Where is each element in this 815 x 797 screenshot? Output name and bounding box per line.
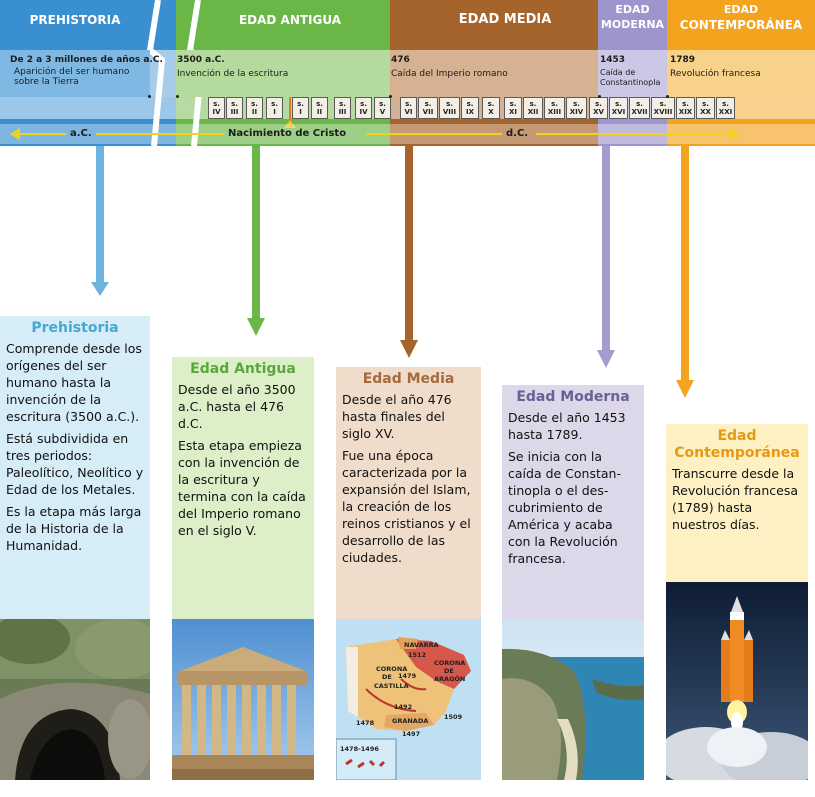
century-numeral: III <box>338 108 347 116</box>
century-cell-bc-2 <box>246 97 263 119</box>
card-text: Fue una época caracterizada por la expansión del Islam, la creación de los reinos cristianos y el desarrollo de las ciudades. <box>342 448 471 565</box>
century-numeral: X <box>488 108 494 116</box>
card-prehistoria <box>0 316 150 619</box>
timeline <box>0 0 815 146</box>
map-label-castilla-1: CORONA <box>376 665 408 673</box>
century-prefix: s. <box>424 100 432 108</box>
card-text: Transcurre desde la Revolución francesa (1789) hasta nuestros días. <box>672 466 799 532</box>
photo-cave <box>0 619 150 780</box>
century-cell-ad-6 <box>400 97 417 119</box>
card-title-moderna: Edad Moderna <box>516 389 630 405</box>
christ-marker-line <box>289 97 291 122</box>
century-prefix: s. <box>231 100 238 108</box>
century-prefix: s. <box>297 100 304 108</box>
arrow-prehistoria <box>91 146 109 296</box>
century-prefix: s. <box>446 100 453 108</box>
era-title-moderna-line1: EDAD <box>615 3 650 16</box>
photo-coast <box>502 619 644 780</box>
century-prefix: s. <box>271 100 278 108</box>
map-label-aragon-1: CORONA <box>434 659 466 667</box>
milestone-event-moderna-line2: Constantinopla <box>600 78 661 87</box>
milestone-dot <box>598 95 601 98</box>
era-title-prehistoria: PREHISTORIA <box>29 13 121 27</box>
milestone-event-moderna-line1: Caída de <box>600 68 636 77</box>
card-text: Desde el año 3500 a.C. hasta el 476 d.C. <box>178 382 296 431</box>
century-numeral: XII <box>527 108 539 116</box>
map-label-1492: 1492 <box>394 703 413 711</box>
map-label-1509: 1509 <box>444 713 463 721</box>
century-numeral: IV <box>212 108 221 116</box>
century-cell-ad-2 <box>311 97 328 119</box>
century-numeral: XIX <box>678 108 693 116</box>
map-label-aragon-2: DE <box>444 667 454 675</box>
axis-arrow-right <box>536 133 732 135</box>
photo-parthenon <box>172 619 314 780</box>
axis-arrow-right-head <box>730 128 740 140</box>
century-cell-ad-21 <box>716 97 735 119</box>
century-prefix: s. <box>316 100 323 108</box>
century-numeral: XIII <box>547 108 562 116</box>
milestone-dot <box>176 95 179 98</box>
century-prefix: s. <box>487 100 495 108</box>
century-prefix: s. <box>659 100 667 108</box>
era-title-contemporanea-line1: EDAD <box>723 3 759 16</box>
axis-line-bc <box>96 133 224 135</box>
century-numeral: VII <box>422 108 434 116</box>
century-cell-ad-11 <box>504 97 522 119</box>
century-numeral: IV <box>359 108 368 116</box>
century-numeral: III <box>230 108 239 116</box>
axis-arrow-left-head <box>10 128 20 140</box>
century-prefix: s. <box>722 100 729 108</box>
map-label-castilla-3: CASTILLA <box>374 682 409 690</box>
milestone-date-prehistoria: De 2 a 3 millones de años a.C. <box>10 55 163 65</box>
card-title-prehistoria: Prehistoria <box>31 320 119 336</box>
axis-line-ad <box>366 133 502 135</box>
milestone-event-prehistoria-line1: Aparición del ser humano <box>14 67 130 77</box>
card-text: Desde el año 476 hasta finales del siglo XV. <box>342 392 452 441</box>
century-prefix: s. <box>213 100 220 108</box>
axis-label-ad: d.C. <box>506 128 529 139</box>
century-prefix: s. <box>466 100 474 108</box>
card-moderna <box>502 385 644 619</box>
era-title-antigua: EDAD ANTIGUA <box>238 13 342 27</box>
century-cell-ad-5 <box>374 97 391 119</box>
century-cell-ad-3 <box>334 97 351 119</box>
milestone-dot <box>389 95 392 98</box>
map-svg <box>336 619 481 780</box>
century-numeral: XVIII <box>653 108 673 116</box>
map-label-1478: 1478 <box>356 719 375 727</box>
century-numeral: XXI <box>718 108 733 116</box>
century-cell-ad-17 <box>629 97 650 119</box>
century-cell-ad-16 <box>609 97 628 119</box>
century-cell-ad-19 <box>676 97 695 119</box>
card-title-media: Edad Media <box>362 371 455 387</box>
milestone-event-antigua: Invención de la escritura <box>177 69 289 79</box>
era-title-contemporanea-line2: CONTEMPORÁNEA <box>679 18 803 32</box>
card-title-contemporanea: Edad Contemporánea <box>674 428 800 461</box>
century-numeral: XIV <box>569 108 584 116</box>
card-text: Está subdividida en tres periodos: Paleolítico, Neolítico y Edad de los Metales. <box>6 431 144 497</box>
century-cell-ad-12 <box>523 97 543 119</box>
century-numeral: XVI <box>611 108 626 116</box>
century-numeral: XX <box>700 108 711 116</box>
map-label-aragon-3: ARAGÓN <box>434 675 466 683</box>
century-prefix: s. <box>551 100 558 108</box>
card-antigua <box>172 357 314 619</box>
century-prefix: s. <box>636 100 643 108</box>
century-numeral: VIII <box>442 108 457 116</box>
century-numeral: XV <box>593 108 604 116</box>
milestone-event-contemporanea: Revolución francesa <box>670 69 761 79</box>
card-text: Se inicia con la caída de Constan-tinopla o el des-cubrimiento de América y acaba con la Revolución francesa. <box>508 449 621 566</box>
arrow-media <box>400 146 418 358</box>
map-label-granada: GRANADA <box>392 717 429 725</box>
century-cell-bc-3 <box>226 97 243 119</box>
milestone-event-media: Caída del Imperio romano <box>391 69 508 79</box>
axis-label-bc: a.C. <box>70 128 92 139</box>
milestone-date-antigua: 3500 a.C. <box>177 55 225 65</box>
century-cell-ad-1 <box>292 97 309 119</box>
milestone-date-media: 476 <box>391 55 410 65</box>
century-prefix: s. <box>529 100 537 108</box>
century-cell-ad-15 <box>589 97 608 119</box>
century-prefix: s. <box>573 100 580 108</box>
card-contemporanea <box>666 424 808 582</box>
milestone-date-moderna: 1453 <box>600 55 626 65</box>
card-text: Es la etapa más larga de la Historia de la Humanidad. <box>6 504 142 553</box>
century-prefix: s. <box>360 100 367 108</box>
card-text: Esta etapa empieza con la invención de la escritura y termina con la caída del Imperio romano en el siglo V. <box>178 438 306 538</box>
century-prefix: s. <box>339 100 346 108</box>
century-numeral: IX <box>465 108 474 116</box>
century-cell-ad-13 <box>544 97 565 119</box>
century-numeral: I <box>299 108 302 116</box>
milestone-date-contemporanea: 1789 <box>670 55 696 65</box>
century-numeral: V <box>379 108 386 116</box>
century-prefix: s. <box>251 100 258 108</box>
century-prefix: s. <box>615 100 622 108</box>
arrow-moderna <box>597 146 615 368</box>
century-prefix: s. <box>405 100 412 108</box>
card-text: Comprende desde los orígenes del ser humano hasta la invención de la escritura (3500 a.C.). <box>6 341 142 424</box>
card-media <box>336 367 481 619</box>
card-text: Desde el año 1453 hasta 1789. <box>508 410 626 442</box>
arrow-antigua <box>247 146 265 336</box>
map-label-navarra: NAVARRA <box>404 641 439 649</box>
map-label-1512: 1512 <box>408 651 427 659</box>
century-prefix: s. <box>682 100 689 108</box>
century-cell-bc-4 <box>208 97 225 119</box>
era-title-media: EDAD MEDIA <box>458 12 552 27</box>
axis-label-center: Nacimiento de Cristo <box>228 128 347 139</box>
milestone-dot <box>666 95 669 98</box>
century-numeral: XVII <box>631 108 648 116</box>
century-numeral: I <box>273 108 276 116</box>
arrow-contemporanea <box>676 146 694 398</box>
map-label-canarias: 1478-1496 <box>340 745 379 753</box>
century-prefix: s. <box>595 100 602 108</box>
century-cell-ad-10 <box>482 97 500 119</box>
century-numeral: VI <box>404 108 413 116</box>
century-numeral: II <box>316 108 323 116</box>
milestone-dot <box>148 95 151 98</box>
century-cell-ad-4 <box>355 97 372 119</box>
map-label-1479: 1479 <box>398 672 417 680</box>
century-numeral: II <box>251 108 258 116</box>
photo-rocket <box>666 582 808 780</box>
century-cell-ad-20 <box>696 97 715 119</box>
milestone-event-prehistoria-line2: sobre la Tierra <box>14 77 79 87</box>
century-cell-bc-1 <box>266 97 283 119</box>
century-cell-ad-9 <box>461 97 479 119</box>
century-cell-ad-18 <box>651 97 675 119</box>
century-cell-ad-8 <box>439 97 460 119</box>
century-cell-ad-7 <box>418 97 438 119</box>
century-numeral: XI <box>508 108 517 116</box>
century-cell-ad-14 <box>566 97 587 119</box>
era-title-moderna-line2: MODERNA <box>600 18 665 31</box>
century-prefix: s. <box>702 100 709 108</box>
card-title-antigua: Edad Antigua <box>190 361 296 377</box>
century-prefix: s. <box>379 100 386 108</box>
axis-arrow-left <box>18 133 66 135</box>
map-iberia <box>336 619 481 780</box>
map-label-castilla-2: DE <box>382 673 392 681</box>
map-label-1497: 1497 <box>402 730 421 738</box>
century-prefix: s. <box>509 100 517 108</box>
